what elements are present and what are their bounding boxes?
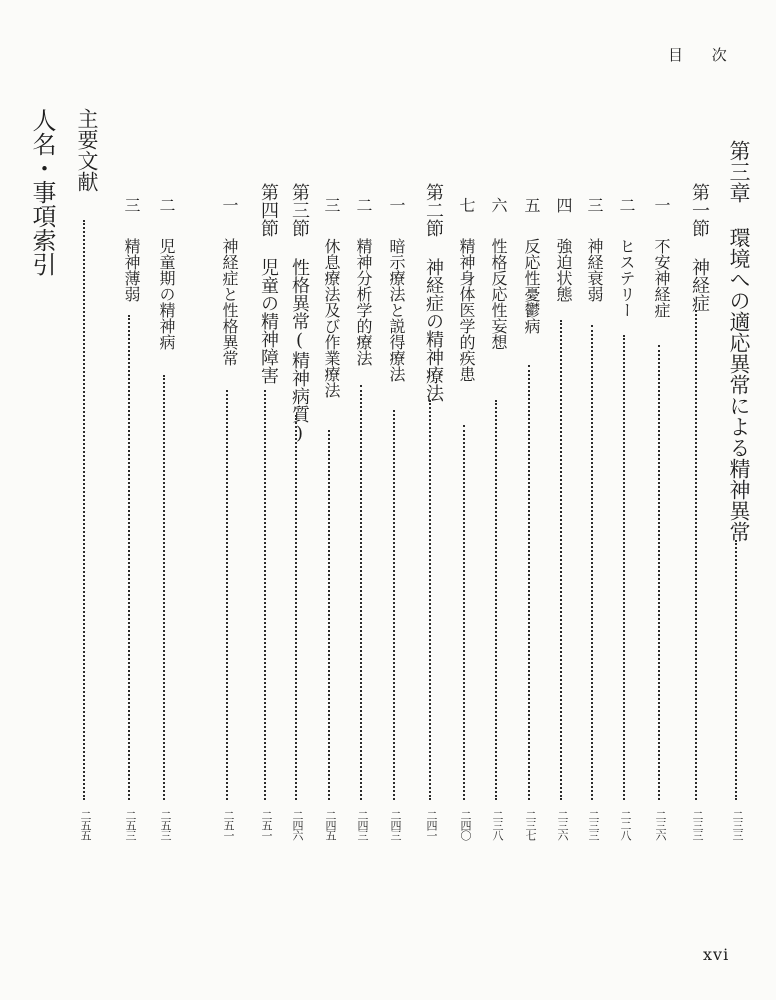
toc-entry-number: 三 [122, 197, 141, 213]
toc-entry-number: 四 [554, 197, 573, 213]
toc-entry [320, 0, 350, 1000]
toc-entry-number: 七 [457, 197, 476, 213]
toc-entry-title: 精神薄弱 [122, 238, 141, 302]
toc-entry [615, 0, 645, 1000]
toc-entry-title: 反応性憂鬱病 [522, 238, 541, 334]
toc-entry-title: 第一節 神経症 [689, 183, 710, 312]
toc-entry-number: 二 [617, 197, 636, 213]
toc-entry-page: 二四三 [356, 810, 369, 840]
toc-entry-page: 二五一 [260, 810, 273, 840]
dot-leader [560, 320, 562, 800]
toc-entry-number: 三 [322, 197, 341, 213]
toc-entry-title: 強迫状態 [554, 238, 573, 302]
toc-entry-title: 不安神経症 [652, 238, 671, 318]
toc-entry [72, 0, 102, 1000]
toc-entry-title: 精神分析学的療法 [354, 238, 373, 366]
page-number: xvi [703, 945, 730, 964]
toc-entry-page: 二三七 [524, 810, 537, 840]
toc-entry-title: 神経衰弱 [585, 238, 604, 302]
toc-entry-title: 人名・事項索引 [28, 108, 56, 276]
dot-leader [591, 325, 593, 800]
toc-entry-number: 一 [220, 197, 239, 213]
toc-entry [650, 0, 680, 1000]
toc-entry-title: 児童期の精神病 [157, 238, 176, 350]
dot-leader [83, 220, 85, 800]
toc-entry-number: 二 [354, 197, 373, 213]
toc-entry [552, 0, 582, 1000]
toc-entry-page: 二四三 [389, 810, 402, 840]
dot-leader [360, 385, 362, 800]
toc-entry-page: 二三三 [691, 810, 704, 840]
toc-entry-title: 暗示療法と説得療法 [387, 238, 406, 382]
toc-entry-page: 二五三 [159, 810, 172, 840]
toc-entry-page: 二三三 [587, 810, 600, 840]
dot-leader [463, 425, 465, 800]
toc-entry-number: 三 [585, 197, 604, 213]
toc-entry-page: 二三八 [491, 810, 504, 840]
dot-leader [226, 390, 228, 800]
toc-entry-title: 第三節 性格異常(精神病質) [289, 183, 310, 444]
toc-entry-page: 二三六 [654, 810, 667, 840]
toc-entry [155, 0, 185, 1000]
toc-entry-page: 二四一 [425, 810, 438, 840]
toc-entry [385, 0, 415, 1000]
toc-entry-page: 二三六 [556, 810, 569, 840]
page-header: 目 次 [668, 46, 739, 64]
dot-leader [658, 345, 660, 800]
dot-leader [163, 375, 165, 800]
toc-entry-page: 二四五 [324, 810, 337, 840]
toc-entry [724, 0, 754, 1000]
toc-entry-page: 二四六 [291, 810, 304, 840]
toc-entry [420, 0, 450, 1000]
toc-entry [218, 0, 248, 1000]
toc-entry-number: 六 [489, 197, 508, 213]
toc-entry-title: 第三章 環境への適応異常による精神異常 [727, 140, 751, 542]
toc-entry-title: 神経症と性格異常 [220, 238, 239, 366]
toc-entry [583, 0, 613, 1000]
toc-entry-number: 五 [522, 197, 541, 213]
dot-leader [495, 400, 497, 800]
toc-entry [25, 0, 55, 1000]
dot-leader [393, 410, 395, 800]
toc-entry-page: 二三三 [731, 810, 744, 840]
toc-entry [686, 0, 716, 1000]
toc-entry [255, 0, 285, 1000]
toc-entry-title: 第二節 神経症の精神療法 [423, 183, 444, 402]
toc-entry [487, 0, 517, 1000]
toc-entry-number: 一 [652, 197, 671, 213]
dot-leader [295, 415, 297, 800]
toc-entry [520, 0, 550, 1000]
dot-leader [695, 310, 697, 800]
toc-entry-title: 精神身体医学的疾患 [457, 238, 476, 382]
toc-entry-page: 二五三 [124, 810, 137, 840]
toc-entry-title: 休息療法及び作業療法 [322, 238, 341, 398]
dot-leader [429, 400, 431, 800]
toc-entry-title: 主要文献 [75, 108, 99, 192]
toc-entry-title: 性格反応性妄想 [489, 238, 508, 350]
toc-entry [455, 0, 485, 1000]
toc-entry-title: 第四節 児童の精神障害 [258, 183, 279, 384]
dot-leader [735, 540, 737, 800]
toc-entry-page: 二五一 [222, 810, 235, 840]
toc-entry-number: 一 [387, 197, 406, 213]
dot-leader [128, 315, 130, 800]
toc-entry-title: ヒステリー [617, 238, 636, 318]
toc-entry-page: 二四〇 [459, 810, 472, 840]
dot-leader [328, 430, 330, 800]
dot-leader [528, 365, 530, 800]
toc-entry-page: 二二八 [619, 810, 632, 840]
toc-entry [120, 0, 150, 1000]
toc-entry-number: 二 [157, 197, 176, 213]
toc-entry [352, 0, 382, 1000]
toc-entry [286, 0, 316, 1000]
dot-leader [623, 335, 625, 800]
dot-leader [264, 390, 266, 800]
toc-entry-page: 二五五 [79, 810, 92, 840]
